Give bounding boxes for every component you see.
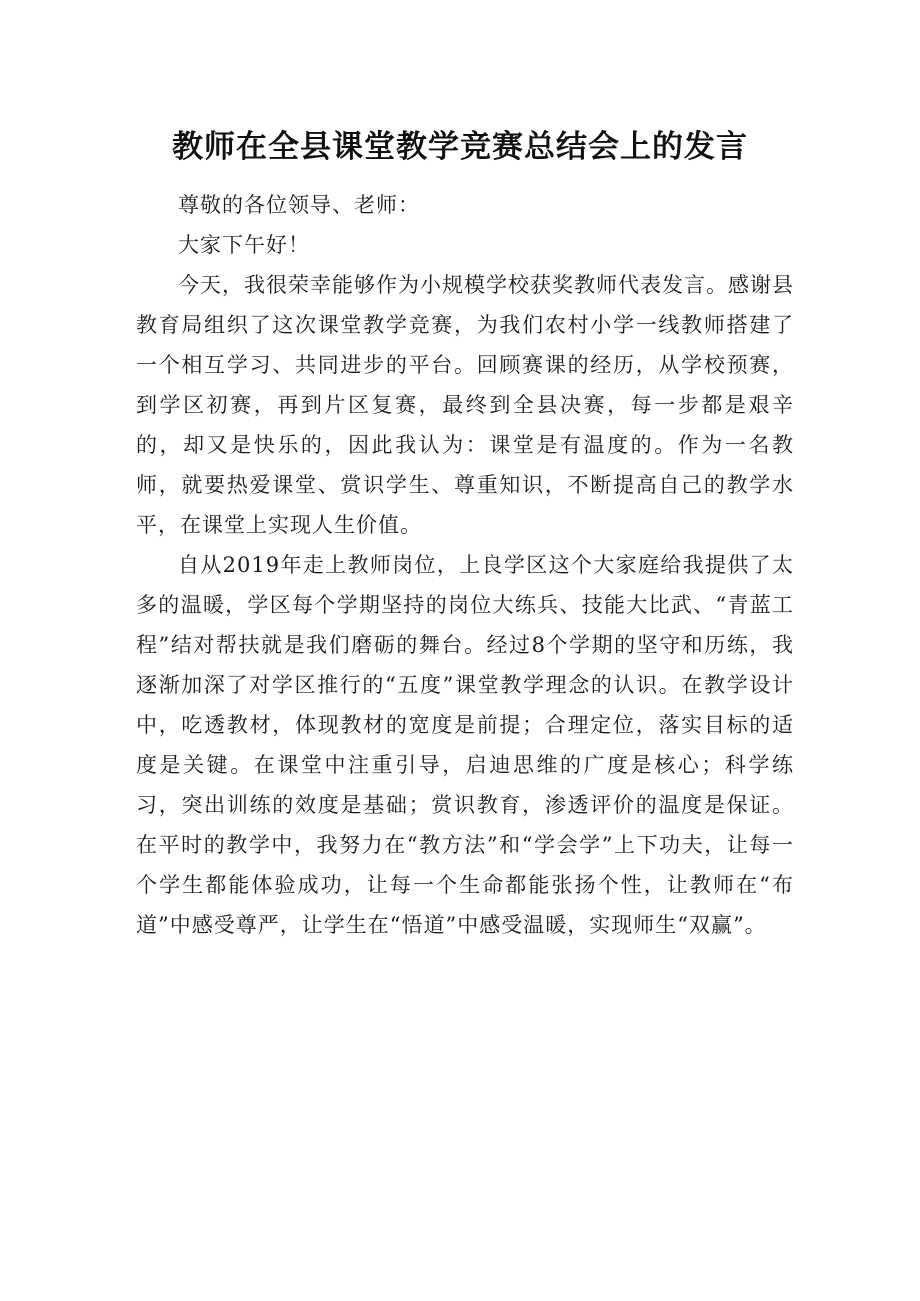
document-body bbox=[136, 185, 794, 945]
paragraph-2: 自从2019年走上教师岗位，上良学区这个大家庭给我提供了太多的温暖，学区每个学期坚持的岗位大练兵、技能大比武、“青蓝工程”结对帮扶就是我们磨砺的舞台。经过8个学期的坚守和历练，我逐渐加深了对学区推行的“五度”课堂教学理念的认识。在教学设计中，吃透教材，体现教材的宽度是前提；合理定位，落实目标的适度是关键。在课堂中注重引导，启迪思维的广度是核心；科学练习，突出训练的效度是基础；赏识教育，渗透评价的温度是保证。在平时的教学中，我努力在“教方法”和“学会学”上下功夫，让每一个学生都能体验成功，让每一个生命都能张扬个性，让教师在“布道”中感受尊严，让学生在“悟道”中感受温暖，实现师生“双赢”。 bbox=[136, 553, 794, 937]
paragraph-1: 今天，我很荣幸能够作为小规模学校获奖教师代表发言。感谢县教育局组织了这次课堂教学竞赛，为我们农村小学一线教师搭建了一个相互学习、共同进步的平台。回顾赛课的经历，从学校预赛，到学区初赛，再到片区复赛，最终到全县决赛，每一步都是艰辛的，却又是快乐的，因此我认为：课堂是有温度的。作为一名教师，就要热爱课堂、赏识学生、尊重知识，不断提高自己的教学水平，在课堂上实现人生价值。 bbox=[136, 273, 794, 537]
document-title: 教师在全县课堂教学竞赛总结会上的发言 bbox=[172, 129, 748, 165]
greeting: 大家下午好！ bbox=[178, 233, 310, 257]
salutation: 尊敬的各位领导、老师： bbox=[178, 193, 420, 217]
